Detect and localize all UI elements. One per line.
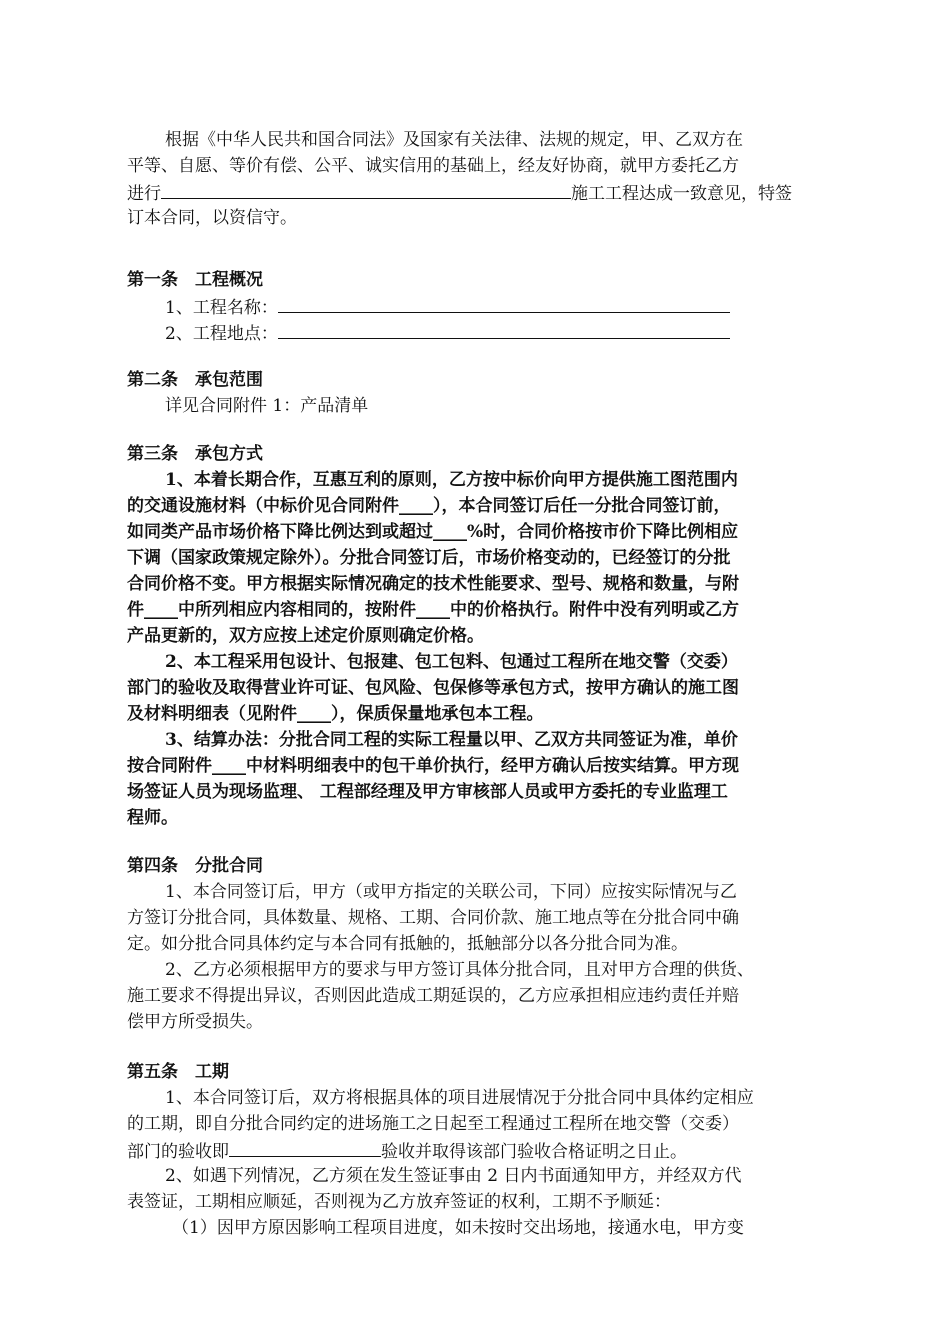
article-3-line-2: 的交通设施材料（中标价见合同附件____），本合同签订后任一分批合同签订前， xyxy=(127,496,731,516)
project-name-underline xyxy=(278,294,730,313)
article-4-line-1: 1、本合同签订后，甲方（或甲方指定的关联公司，下同）应按实际情况与乙 xyxy=(165,882,737,902)
article-3-line-1: 1、本着长期合作，互惠互利的原则，乙方按中标价向甲方提供施工图范围内 xyxy=(165,470,738,490)
article-1-name-row xyxy=(165,294,730,318)
article-3-line-4: 下调（国家政策规定除外）。分批合同签订后，市场价格变动的，已经签订的分批 xyxy=(127,548,731,568)
article-3-line-3: 如同类产品市场价格下降比例达到或超过____%时，合同价格按市价下降比例相应 xyxy=(127,522,739,542)
article-4-line-6: 偿甲方所受损失。 xyxy=(127,1012,263,1032)
intro-line-1: 根据《中华人民共和国合同法》及国家有关法律、法规的规定，甲、乙双方在 xyxy=(165,130,743,150)
article-3-line-6: 件____中所列相应内容相同的，按附件____中的价格执行。附件中没有列明或乙方 xyxy=(127,600,739,620)
article-5-line-3 xyxy=(127,1138,687,1162)
intro-line-3 xyxy=(127,180,792,204)
article-3-line-9: 部门的验收及取得营业许可证、包风险、包保修等承包方式，按甲方确认的施工图 xyxy=(127,678,739,698)
article-4-line-5: 施工要求不得提出异议，否则因此造成工期延误的，乙方应承担相应违约责任并赔 xyxy=(127,986,739,1006)
article-3-line-12: 按合同附件____中材料明细表中的包干单价执行，经甲方确认后按实结算。甲方现 xyxy=(127,756,739,776)
article-1-site-row xyxy=(165,320,730,344)
article-2-line-1: 详见合同附件 1：产品清单 xyxy=(165,396,369,416)
article-5-line-2: 的工期，即自分批合同约定的进场施工之日起至工程通过工程所在地交警（交委） xyxy=(127,1114,739,1134)
article-5-line-5: 表签证，工期相应顺延，否则视为乙方放弃签证的权利，工期不予顺延： xyxy=(127,1192,671,1212)
article-1-title: 第一条 工程概况 xyxy=(127,270,263,290)
article-4-title: 第四条 分批合同 xyxy=(127,856,263,876)
intro-line-3-suffix: 施工工程达成一致意见，特签 xyxy=(571,184,792,204)
article-4-line-4: 2、乙方必须根据甲方的要求与甲方签订具体分批合同，且对甲方合理的供货、 xyxy=(165,960,754,980)
acceptance-blank-underline xyxy=(229,1138,381,1157)
project-blank-underline xyxy=(161,180,571,199)
article-3-line-7: 产品更新的，双方应按上述定价原则确定价格。 xyxy=(127,626,484,646)
project-site-underline xyxy=(278,320,730,339)
intro-line-3-prefix: 进行 xyxy=(127,184,161,204)
intro-line-4: 订本合同，以资信守。 xyxy=(127,208,297,228)
article-3-line-11: 3、结算办法：分批合同工程的实际工程量以甲、乙双方共同签证为准，单价 xyxy=(165,730,738,750)
article-4-line-2: 方签订分批合同，具体数量、规格、工期、合同价款、施工地点等在分批合同中确 xyxy=(127,908,739,928)
intro-line-2: 平等、自愿、等价有偿、公平、诚实信用的基础上，经友好协商，就甲方委托乙方 xyxy=(127,156,739,176)
article-5-line-6: （1）因甲方原因影响工程项目进度，如未按时交出场地，接通水电，甲方变 xyxy=(172,1218,744,1238)
article-5-title: 第五条 工期 xyxy=(127,1062,229,1082)
article-2-title: 第二条 承包范围 xyxy=(127,370,263,390)
article-3-line-5: 合同价格不变。甲方根据实际情况确定的技术性能要求、型号、规格和数量，与附 xyxy=(127,574,739,594)
article-3-title: 第三条 承包方式 xyxy=(127,444,263,464)
article-5-line-4: 2、如遇下列情况，乙方须在发生签证事由 2 日内书面通知甲方，并经双方代 xyxy=(165,1166,742,1186)
article-3-line-8: 2、本工程采用包设计、包报建、包工包料、包通过工程所在地交警（交委） xyxy=(165,652,738,672)
project-name-label: 1、工程名称： xyxy=(165,298,278,318)
article-4-line-3: 定。如分批合同具体约定与本合同有抵触的，抵触部分以各分批合同为准。 xyxy=(127,934,688,954)
article-3-line-13: 场签证人员为现场监理、 工程部经理及甲方审核部人员或甲方委托的专业监理工 xyxy=(127,782,728,802)
article-3-line-14: 程师。 xyxy=(127,808,178,828)
article-5-line-1: 1、本合同签订后，双方将根据具体的项目进展情况于分批合同中具体约定相应 xyxy=(165,1088,754,1108)
article-5-line-3-prefix: 部门的验收即 xyxy=(127,1142,229,1162)
article-3-line-10: 及材料明细表（见附件____），保质保量地承包本工程。 xyxy=(127,704,544,724)
project-site-label: 2、工程地点： xyxy=(165,324,278,344)
article-5-line-3-suffix: 验收并取得该部门验收合格证明之日止。 xyxy=(381,1142,687,1162)
